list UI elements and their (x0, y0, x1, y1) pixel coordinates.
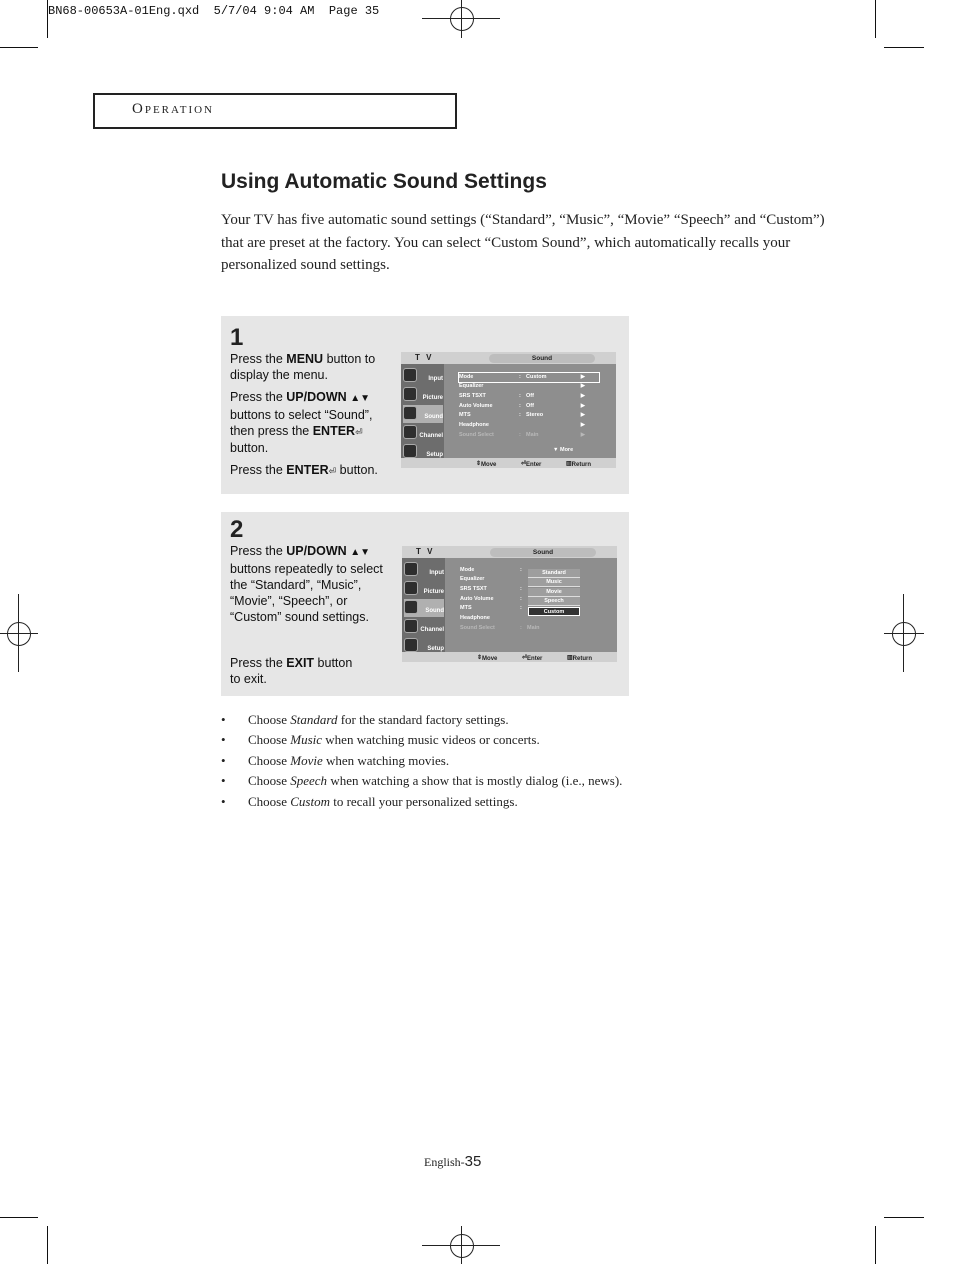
crop-mark (884, 47, 924, 48)
osd-side-input: Input (404, 561, 444, 579)
osd-row-equalizer: Equalizer (460, 576, 485, 582)
crop-mark (47, 0, 48, 38)
osd-tv-label: T V (416, 547, 435, 556)
enter-icon: ⏎ (355, 427, 363, 437)
return-hint: ▥ Return (567, 655, 593, 662)
bullet-icon: • (221, 752, 226, 768)
step-1-panel (221, 316, 629, 494)
bullet-icon: • (221, 773, 226, 789)
setup-icon (404, 638, 418, 652)
arrow-right-icon: ▶ (580, 374, 585, 380)
option-music: Music (528, 578, 580, 587)
bullet-icon: • (221, 732, 226, 748)
osd-row-headphone: Headphone (460, 615, 490, 621)
osd-footer (401, 458, 616, 468)
osd-tab-sound: Sound (490, 548, 596, 557)
instruction: Press the ENTER⏎ button. (230, 463, 378, 477)
page-title: Using Automatic Sound Settings (221, 170, 547, 193)
arrow-right-icon: ▶ (580, 393, 585, 399)
crop-mark (47, 1226, 48, 1264)
arrow-right-icon: ▶ (580, 422, 585, 428)
osd-side-setup: Setup (403, 443, 443, 461)
osd-side-picture: Picture (403, 386, 443, 404)
osd-more: ▼ More (553, 447, 574, 453)
osd-row-mts: MTS : Stereo ▶ (459, 412, 585, 418)
step-2-panel (221, 512, 629, 696)
osd-tv-label: T V (415, 353, 434, 362)
osd-row-sound-select: Sound Select : Main (460, 625, 540, 631)
section-label: Operation (132, 101, 215, 117)
list-item: • Choose Speech when watching a show that is mostly dialog (i.e., news). (221, 771, 821, 791)
picture-icon (404, 581, 418, 595)
input-icon (403, 368, 417, 382)
picture-icon (403, 387, 417, 401)
osd-row-headphone: Headphone ▶ (459, 422, 585, 428)
osd-side-setup: Setup (404, 637, 444, 655)
sound-icon (404, 600, 418, 614)
instruction: Press the MENU button to display the menu. (230, 352, 376, 382)
list-item: • Choose Music when watching music videos or concerts. (221, 730, 821, 750)
osd-header (401, 352, 616, 364)
move-hint: ⇕ Move (476, 461, 497, 468)
osd-side-channel: Channel (404, 618, 444, 636)
list-item: • Choose Standard for the standard factory settings. (221, 710, 821, 730)
crop-mark (884, 1217, 924, 1218)
page-footer: English-35 (424, 1153, 482, 1170)
channel-icon (403, 425, 417, 439)
intro-paragraph: Your TV has five automatic sound settings (“Standard”, “Music”, “Movie” “Speech” and “Custom”) that are preset at the factory. You can select “Custom Sound”, which automatically recalls your personalized sound settings. (221, 212, 825, 273)
osd-side-input: Input (403, 367, 443, 385)
crop-mark (875, 0, 876, 38)
osd-header (402, 546, 617, 558)
instruction: Press the EXIT button to exit. (230, 656, 353, 686)
instruction: Press the UP/DOWN ▲▼ buttons to select “Sound”, then press the ENTER⏎ button. (230, 390, 373, 455)
step-number: 1 (230, 324, 244, 351)
arrow-right-icon: ▶ (580, 403, 585, 409)
osd-tab-sound: Sound (489, 354, 595, 363)
enter-hint: ⏎ Enter (521, 461, 542, 468)
page-number: 35 (464, 1153, 482, 1170)
channel-icon (404, 619, 418, 633)
option-custom: Custom (528, 607, 580, 616)
list-item: • Choose Movie when watching movies. (221, 751, 821, 771)
bullet-icon: • (221, 712, 226, 727)
osd-row-srs: SRS TSXT : Off ▶ (459, 393, 585, 399)
osd-row-auto-volume: Auto Volume : Off ▶ (459, 403, 585, 409)
list-item: • Choose Custom to recall your personalized settings. (221, 792, 821, 812)
osd-row-auto-volume: Auto Volume : (460, 596, 522, 602)
crop-mark (0, 1217, 38, 1218)
input-icon (404, 562, 418, 576)
tv-sound-menu-screen (401, 352, 616, 468)
enter-icon: ⏎ (328, 466, 337, 476)
return-hint: ▥ Return (566, 461, 592, 468)
setup-icon (403, 444, 417, 458)
bullet-icon: • (221, 793, 226, 809)
up-down-arrow-icon: ▲▼ (350, 393, 370, 404)
osd-side-picture: Picture (404, 580, 444, 598)
osd-row-equalizer: Equalizer ▶ (459, 383, 585, 389)
up-down-arrow-icon: ▲▼ (350, 547, 370, 558)
option-speech: Speech (528, 597, 580, 606)
crop-mark (0, 47, 38, 48)
osd-row-mts: MTS : (460, 605, 522, 611)
move-hint: ⇕ Move (477, 655, 498, 662)
arrow-right-icon: ▶ (580, 412, 585, 418)
osd-side-sound: Sound (404, 599, 444, 617)
instruction: Press the UP/DOWN ▲▼ buttons repeatedly to select the “Standard”, “Music”, “Movie”, “Speech”, or “Custom” sound settings. (230, 544, 383, 624)
osd-side-sound: Sound (403, 405, 443, 423)
osd-sidebar (401, 364, 444, 458)
enter-hint: ⏎ Enter (522, 655, 543, 662)
tv-sound-mode-screen (402, 546, 617, 662)
osd-row-mode: Mode : (460, 567, 522, 573)
osd-footer (402, 652, 617, 662)
bullet-list (221, 710, 821, 812)
step-number: 2 (230, 516, 244, 543)
arrow-right-icon: ▶ (580, 383, 585, 389)
option-standard: Standard (528, 569, 580, 578)
print-slug: BN68-00653A-01Eng.qxd 5/7/04 9:04 AM Page 35 (48, 4, 380, 18)
step-1-instructions (230, 351, 395, 485)
osd-sidebar (402, 558, 445, 652)
crop-mark (875, 1226, 876, 1264)
osd-row-sound-select: Sound Select : Main ▶ (459, 432, 585, 438)
step-2-instructions (230, 543, 395, 693)
osd-side-channel: Channel (403, 424, 443, 442)
osd-row-mode: Mode : Custom ▶ (459, 373, 599, 382)
option-movie: Movie (528, 588, 580, 597)
osd-row-srs: SRS TSXT : (460, 586, 522, 592)
arrow-right-icon: ▶ (580, 432, 585, 438)
sound-icon (403, 406, 417, 420)
